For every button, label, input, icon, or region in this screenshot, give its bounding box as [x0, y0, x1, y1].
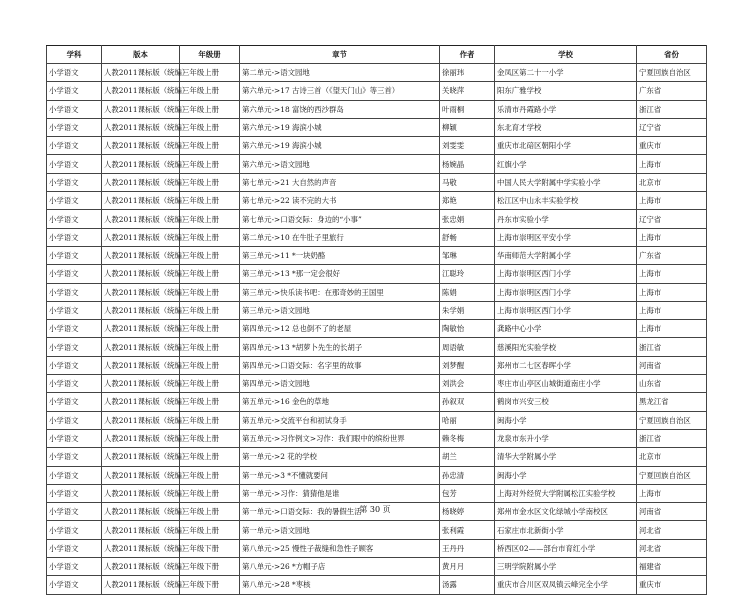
cell-chapter: 第二单元->10 在牛肚子里旅行 [240, 228, 440, 246]
cell-province: 河北省 [637, 521, 707, 539]
cell-school: 华南师范大学附属小学 [495, 246, 637, 264]
cell-province: 广东省 [637, 246, 707, 264]
cell-chapter: 第四单元->语文园地 [240, 375, 440, 393]
cell-subject: 小学语文 [47, 484, 102, 502]
cell-chapter: 第六单元->19 海滨小城 [240, 118, 440, 136]
cell-grade: 三年级上册 [180, 503, 240, 521]
cell-grade: 三年级上册 [180, 100, 240, 118]
cell-grade: 三年级上册 [180, 320, 240, 338]
cell-school: 上海对外经贸大学附属松江实验学校 [495, 484, 637, 502]
header-province: 省份 [637, 46, 707, 64]
cell-version: 人教2011课标版（统编） [102, 411, 180, 429]
cell-author: 包芳 [440, 484, 495, 502]
cell-version: 人教2011课标版（统编） [102, 228, 180, 246]
cell-school: 桥西区02——部台市育红小学 [495, 539, 637, 557]
cell-school: 龚路中心小学 [495, 320, 637, 338]
cell-school: 郑州市金水区文化绿城小学南校区 [495, 503, 637, 521]
cell-subject: 小学语文 [47, 429, 102, 447]
cell-version: 人教2011课标版（统编） [102, 558, 180, 576]
cell-province: 宁夏回族自治区 [637, 411, 707, 429]
cell-author: 刘梦醒 [440, 356, 495, 374]
table-row [47, 64, 707, 82]
table-row [47, 137, 707, 155]
cell-subject: 小学语文 [47, 210, 102, 228]
cell-school: 清华大学附属小学 [495, 448, 637, 466]
table-row [47, 246, 707, 264]
cell-version: 人教2011课标版（统编） [102, 484, 180, 502]
cell-school: 中国人民大学附属中学实验小学 [495, 173, 637, 191]
cell-province: 福建省 [637, 558, 707, 576]
cell-grade: 三年级上册 [180, 356, 240, 374]
cell-subject: 小学语文 [47, 100, 102, 118]
cell-province: 重庆市 [637, 576, 707, 594]
cell-school: 上海市崇明区西门小学 [495, 283, 637, 301]
header-school: 学校 [495, 46, 637, 64]
cell-chapter: 第一单元->口语交际：我的暑假生活 [240, 503, 440, 521]
header-grade: 年级册 [180, 46, 240, 64]
cell-author: 徐丽玮 [440, 64, 495, 82]
cell-school: 龙泉市东升小学 [495, 429, 637, 447]
cell-subject: 小学语文 [47, 118, 102, 136]
cell-subject: 小学语文 [47, 411, 102, 429]
cell-subject: 小学语文 [47, 283, 102, 301]
cell-school: 闽海小学 [495, 466, 637, 484]
cell-school: 慈溪阳光实验学校 [495, 338, 637, 356]
cell-chapter: 第六单元->语文园地 [240, 155, 440, 173]
header-subject: 学科 [47, 46, 102, 64]
cell-subject: 小学语文 [47, 338, 102, 356]
cell-subject: 小学语文 [47, 393, 102, 411]
cell-chapter: 第八单元->25 慢性子裁缝和急性子顾客 [240, 539, 440, 557]
table-row [47, 301, 707, 319]
cell-chapter: 第一单元->2 花的学校 [240, 448, 440, 466]
cell-province: 河北省 [637, 539, 707, 557]
cell-subject: 小学语文 [47, 375, 102, 393]
cell-version: 人教2011课标版（统编） [102, 576, 180, 594]
cell-grade: 三年级上册 [180, 246, 240, 264]
cell-subject: 小学语文 [47, 137, 102, 155]
cell-chapter: 第六单元->17 古诗三首（《望天门山》等三首） [240, 82, 440, 100]
cell-province: 浙江省 [637, 429, 707, 447]
table-row [47, 356, 707, 374]
cell-grade: 三年级上册 [180, 393, 240, 411]
cell-province: 上海市 [637, 283, 707, 301]
cell-author: 孙叙双 [440, 393, 495, 411]
cell-subject: 小学语文 [47, 265, 102, 283]
cell-grade: 三年级上册 [180, 411, 240, 429]
cell-grade: 三年级上册 [180, 265, 240, 283]
page-number: 第 30 页 [359, 505, 391, 514]
table-row [47, 429, 707, 447]
cell-province: 黑龙江省 [637, 393, 707, 411]
cell-author: 关晓萍 [440, 82, 495, 100]
cell-author: 汤露 [440, 576, 495, 594]
cell-author: 王丹丹 [440, 539, 495, 557]
cell-author: 哈丽 [440, 411, 495, 429]
cell-school: 重庆市合川区双凤镇云峰完全小学 [495, 576, 637, 594]
cell-grade: 三年级上册 [180, 228, 240, 246]
cell-author: 陶敏怡 [440, 320, 495, 338]
cell-province: 浙江省 [637, 100, 707, 118]
cell-chapter: 第三单元->13 *那一定会很好 [240, 265, 440, 283]
cell-chapter: 第六单元->19 海滨小城 [240, 137, 440, 155]
table-row [47, 283, 707, 301]
cell-chapter: 第三单元->快乐读书吧：在那奇妙的王国里 [240, 283, 440, 301]
cell-chapter: 第七单元->21 大自然的声音 [240, 173, 440, 191]
cell-version: 人教2011课标版（统编） [102, 539, 180, 557]
cell-version: 人教2011课标版（统编） [102, 429, 180, 447]
cell-school: 上海市崇明区西门小学 [495, 301, 637, 319]
cell-chapter: 第七单元->口语交际：身边的“小事” [240, 210, 440, 228]
cell-chapter: 第八单元->26 *方帽子店 [240, 558, 440, 576]
cell-grade: 三年级下册 [180, 558, 240, 576]
cell-grade: 三年级上册 [180, 338, 240, 356]
cell-province: 上海市 [637, 228, 707, 246]
cell-grade: 三年级上册 [180, 521, 240, 539]
cell-chapter: 第五单元->习作例文>习作：我们眼中的缤纷世界 [240, 429, 440, 447]
cell-chapter: 第三单元->语文园地 [240, 301, 440, 319]
table-row [47, 192, 707, 210]
cell-author: 刘雯雯 [440, 137, 495, 155]
cell-school: 郑州市二七区春晖小学 [495, 356, 637, 374]
cell-grade: 三年级上册 [180, 301, 240, 319]
cell-subject: 小学语文 [47, 539, 102, 557]
cell-chapter: 第七单元->22 读不完的大书 [240, 192, 440, 210]
cell-province: 辽宁省 [637, 118, 707, 136]
table-row [47, 338, 707, 356]
cell-school: 闽海小学 [495, 411, 637, 429]
table-row [47, 210, 707, 228]
cell-school: 鹤岗市兴安三校 [495, 393, 637, 411]
cell-chapter: 第四单元->13 *胡萝卜先生的长胡子 [240, 338, 440, 356]
cell-grade: 三年级上册 [180, 192, 240, 210]
cell-version: 人教2011课标版（统编） [102, 246, 180, 264]
cell-subject: 小学语文 [47, 576, 102, 594]
cell-school: 金凤区第二十一小学 [495, 64, 637, 82]
cell-school: 上海市崇明区平安小学 [495, 228, 637, 246]
cell-province: 重庆市 [637, 137, 707, 155]
header-author: 作者 [440, 46, 495, 64]
table-row [47, 393, 707, 411]
cell-author: 孙忠清 [440, 466, 495, 484]
cell-author: 黄月月 [440, 558, 495, 576]
cell-subject: 小学语文 [47, 503, 102, 521]
cell-author: 杨晓婷 [440, 503, 495, 521]
cell-province: 上海市 [637, 192, 707, 210]
cell-author: 张忠娟 [440, 210, 495, 228]
cell-province: 上海市 [637, 320, 707, 338]
cell-version: 人教2011课标版（统编） [102, 448, 180, 466]
header-version: 版本 [102, 46, 180, 64]
cell-version: 人教2011课标版（统编） [102, 301, 180, 319]
cell-school: 乐清市丹霞路小学 [495, 100, 637, 118]
table-row [47, 576, 707, 594]
cell-version: 人教2011课标版（统编） [102, 393, 180, 411]
cell-school: 枣庄市山亭区山城街道南庄小学 [495, 375, 637, 393]
cell-version: 人教2011课标版（统编） [102, 137, 180, 155]
cell-chapter: 第六单元->18 富饶的西沙群岛 [240, 100, 440, 118]
cell-version: 人教2011课标版（统编） [102, 155, 180, 173]
table-row [47, 100, 707, 118]
cell-school: 东北育才学校 [495, 118, 637, 136]
cell-author: 江聪玲 [440, 265, 495, 283]
cell-province: 北京市 [637, 173, 707, 191]
table-row [47, 521, 707, 539]
cell-province: 上海市 [637, 155, 707, 173]
table-header-row [47, 46, 707, 64]
cell-subject: 小学语文 [47, 228, 102, 246]
cell-version: 人教2011课标版（统编） [102, 375, 180, 393]
cell-province: 广东省 [637, 82, 707, 100]
table-row [47, 228, 707, 246]
cell-province: 河南省 [637, 356, 707, 374]
table-row [47, 375, 707, 393]
cell-grade: 三年级上册 [180, 64, 240, 82]
cell-province: 山东省 [637, 375, 707, 393]
cell-version: 人教2011课标版（统编） [102, 466, 180, 484]
cell-school: 松江区中山永丰实验学校 [495, 192, 637, 210]
cell-grade: 三年级上册 [180, 484, 240, 502]
table-row [47, 558, 707, 576]
cell-author: 郑艳 [440, 192, 495, 210]
cell-grade: 三年级上册 [180, 283, 240, 301]
cell-province: 宁夏回族自治区 [637, 64, 707, 82]
table-row [47, 265, 707, 283]
cell-school: 重庆市北碚区朝阳小学 [495, 137, 637, 155]
table-row [47, 539, 707, 557]
cell-subject: 小学语文 [47, 558, 102, 576]
cell-version: 人教2011课标版（统编） [102, 118, 180, 136]
cell-grade: 三年级上册 [180, 210, 240, 228]
cell-subject: 小学语文 [47, 64, 102, 82]
cell-grade: 三年级上册 [180, 173, 240, 191]
cell-subject: 小学语文 [47, 173, 102, 191]
cell-grade: 三年级下册 [180, 539, 240, 557]
cell-author: 朱学娟 [440, 301, 495, 319]
cell-author: 刘洪会 [440, 375, 495, 393]
cell-subject: 小学语文 [47, 82, 102, 100]
table-row [47, 411, 707, 429]
cell-school: 三明学院附属小学 [495, 558, 637, 576]
cell-version: 人教2011课标版（统编） [102, 283, 180, 301]
cell-province: 辽宁省 [637, 210, 707, 228]
table-row [47, 82, 707, 100]
cell-version: 人教2011课标版（统编） [102, 100, 180, 118]
cell-grade: 三年级上册 [180, 82, 240, 100]
cell-subject: 小学语文 [47, 246, 102, 264]
cell-chapter: 第一单元->语文园地 [240, 521, 440, 539]
cell-subject: 小学语文 [47, 320, 102, 338]
cell-subject: 小学语文 [47, 356, 102, 374]
table-row [47, 155, 707, 173]
cell-province: 上海市 [637, 484, 707, 502]
cell-version: 人教2011课标版（统编） [102, 503, 180, 521]
cell-school: 丹东市实验小学 [495, 210, 637, 228]
cell-grade: 三年级上册 [180, 137, 240, 155]
cell-chapter: 第四单元->口语交际：名字里的故事 [240, 356, 440, 374]
cell-chapter: 第一单元->3 *不懂就要问 [240, 466, 440, 484]
cell-grade: 三年级上册 [180, 429, 240, 447]
cell-school: 红旗小学 [495, 155, 637, 173]
cell-province: 宁夏回族自治区 [637, 466, 707, 484]
cell-subject: 小学语文 [47, 301, 102, 319]
cell-chapter: 第八单元->28 *枣核 [240, 576, 440, 594]
cell-author: 张利霞 [440, 521, 495, 539]
header-chapter: 章节 [240, 46, 440, 64]
cell-version: 人教2011课标版（统编） [102, 210, 180, 228]
cell-grade: 三年级上册 [180, 118, 240, 136]
cell-version: 人教2011课标版（统编） [102, 173, 180, 191]
cell-province: 河南省 [637, 503, 707, 521]
table-row [47, 466, 707, 484]
cell-school: 阳东广雅学校 [495, 82, 637, 100]
cell-author: 叶雨桐 [440, 100, 495, 118]
cell-grade: 三年级下册 [180, 576, 240, 594]
cell-version: 人教2011课标版（统编） [102, 82, 180, 100]
cell-author: 赖冬梅 [440, 429, 495, 447]
cell-subject: 小学语文 [47, 521, 102, 539]
table-row [47, 118, 707, 136]
cell-version: 人教2011课标版（统编） [102, 338, 180, 356]
cell-author: 柳颖 [440, 118, 495, 136]
cell-author: 邹琳 [440, 246, 495, 264]
cell-province: 上海市 [637, 265, 707, 283]
cell-province: 浙江省 [637, 338, 707, 356]
table-row [47, 173, 707, 191]
cell-province: 北京市 [637, 448, 707, 466]
cell-version: 人教2011课标版（统编） [102, 320, 180, 338]
cell-author: 马敬 [440, 173, 495, 191]
cell-subject: 小学语文 [47, 155, 102, 173]
cell-version: 人教2011课标版（统编） [102, 192, 180, 210]
cell-chapter: 第二单元->语文园地 [240, 64, 440, 82]
cell-version: 人教2011课标版（统编） [102, 265, 180, 283]
table-row [47, 448, 707, 466]
cell-author: 陈娟 [440, 283, 495, 301]
table-row [47, 320, 707, 338]
cell-chapter: 第四单元->12 总也倒不了的老屋 [240, 320, 440, 338]
cell-grade: 三年级上册 [180, 466, 240, 484]
cell-author: 舒畅 [440, 228, 495, 246]
cell-school: 石家庄市北新街小学 [495, 521, 637, 539]
cell-version: 人教2011课标版（统编） [102, 64, 180, 82]
cell-chapter: 第一单元->习作：猜猜他是谁 [240, 484, 440, 502]
cell-author: 周语敏 [440, 338, 495, 356]
cell-version: 人教2011课标版（统编） [102, 521, 180, 539]
cell-grade: 三年级上册 [180, 155, 240, 173]
cell-subject: 小学语文 [47, 192, 102, 210]
cell-author: 胡兰 [440, 448, 495, 466]
cell-chapter: 第五单元->交流平台和初试身手 [240, 411, 440, 429]
cell-chapter: 第五单元->16 金色的草地 [240, 393, 440, 411]
cell-school: 上海市崇明区西门小学 [495, 265, 637, 283]
cell-subject: 小学语文 [47, 448, 102, 466]
cell-subject: 小学语文 [47, 466, 102, 484]
cell-author: 杨婉晶 [440, 155, 495, 173]
cell-grade: 三年级上册 [180, 448, 240, 466]
table-row [47, 484, 707, 502]
cell-province: 上海市 [637, 301, 707, 319]
cell-version: 人教2011课标版（统编） [102, 356, 180, 374]
cell-chapter: 第三单元->11 *一块奶酪 [240, 246, 440, 264]
cell-grade: 三年级上册 [180, 375, 240, 393]
